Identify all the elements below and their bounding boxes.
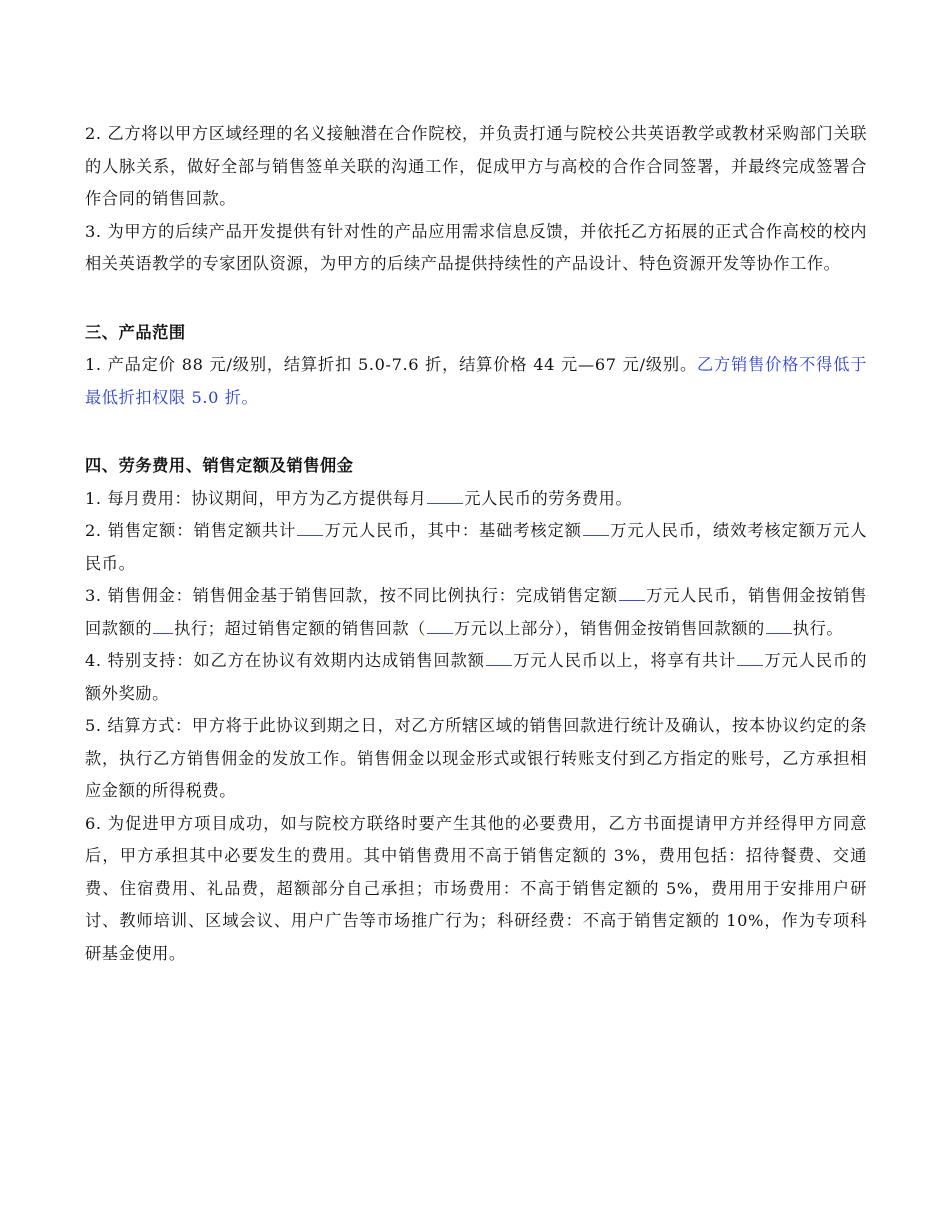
paragraph-monthly-fee	[85, 483, 867, 516]
payback-amount-blank[interactable]	[486, 647, 512, 666]
commission-text-c: 执行；超过销售定额的销售回款（	[174, 618, 426, 638]
quota-amount-blank[interactable]	[619, 582, 645, 601]
paragraph-sales-quota	[85, 515, 867, 580]
paragraph-section3-item1	[85, 349, 867, 414]
commission-text-d: 万元以上部分），销售佣金按销售回款额的	[453, 618, 765, 638]
bonus-amount-blank[interactable]	[737, 647, 763, 666]
spacer	[85, 414, 867, 450]
price-restriction-highlight: 乙方销售价格不得低于最低折扣权限 5.0 折。	[85, 355, 868, 407]
spacer	[85, 281, 867, 317]
commission-text-a: 3. 销售佣金：销售佣金基于销售回款，按不同比例执行：完成销售定额	[85, 586, 618, 605]
support-text-a: 4. 特别支持：如乙方在协议有效期内达成销售回款额	[85, 651, 485, 670]
base-quota-blank[interactable]	[583, 517, 609, 536]
excess-threshold-blank[interactable]	[427, 615, 453, 634]
excess-rate-blank[interactable]	[766, 615, 792, 634]
paragraph-special-support	[85, 645, 867, 710]
paragraph-section2-item3: 3. 为甲方的后续产品开发提供有针对性的产品应用需求信息反馈，并依托乙方拓展的正式合作高校的校内相关英语教学的专家团队资源，为甲方的后续产品提供持续性的产品设计、特色资源开发等协作工作。	[85, 221, 867, 273]
support-text-b: 万元人民币以上，将享有共计	[512, 651, 737, 670]
paragraph-settlement: 5. 结算方式：甲方将于此协议到期之日，对乙方所辖区域的销售回款进行统计及确认，按本协议约定的条款，执行乙方销售佣金的发放工作。销售佣金以现金形式或银行转账支付到乙方指定的账号，乙方承担相应金额的所得税费。	[85, 716, 867, 800]
document-page	[85, 118, 867, 970]
total-quota-blank[interactable]	[297, 517, 323, 536]
paragraph-sales-commission	[85, 580, 867, 645]
price-terms-text: 1. 产品定价 88 元/级别，结算折扣 5.0-7.6 折，结算价格 44 元—67 元/级别。	[85, 355, 697, 374]
commission-text-b: 万元人民币，销售佣金按销售回款额的	[85, 586, 867, 638]
section3-heading: 三、产品范围	[85, 322, 186, 342]
sales-quota-text-b: 万元人民币，其中：基础考核定额	[324, 521, 582, 540]
sales-quota-text-c: 万元人民币，绩效考核定额万元人民币。	[85, 521, 867, 573]
paragraph-expenses: 6. 为促进甲方项目成功，如与院校方联络时要产生其他的必要费用，乙方书面提请甲方并经得甲方同意后，甲方承担其中必要发生的费用。其中销售费用不高于销售定额的 3%，费用包括：招待餐费、交通费、住宿费用、礼品费，超额部分自己承担；市场费用：不高于销售定额的 5%，费用用于安排用户研讨、教师培训、区域会议、用户广告等市场推广行为；科研经费：不高于销售定额的 10%，作为专项科研基金使用。	[85, 813, 867, 963]
monthly-fee-blank[interactable]	[427, 485, 463, 504]
monthly-fee-text-a: 1. 每月费用：协议期间，甲方为乙方提供每月	[85, 488, 427, 508]
section4-heading: 四、劳务费用、销售定额及销售佣金	[85, 456, 354, 475]
commission-text-e: 执行。	[792, 618, 844, 638]
base-rate-blank[interactable]	[153, 615, 173, 634]
support-text-c: 万元人民币的额外奖励。	[85, 651, 867, 703]
monthly-fee-text-b: 元人民币的劳务费用。	[464, 488, 633, 508]
sales-quota-text-a: 2. 销售定额：销售定额共计	[85, 521, 297, 540]
paragraph-section2-item2: 2. 乙方将以甲方区域经理的名义接触潜在合作院校，并负责打通与院校公共英语教学或教材采购部门关联的人脉关系，做好全部与销售签单关联的沟通工作，促成甲方与高校的合作合同签署，并最终完成签署合作合同的销售回款。	[85, 124, 867, 208]
